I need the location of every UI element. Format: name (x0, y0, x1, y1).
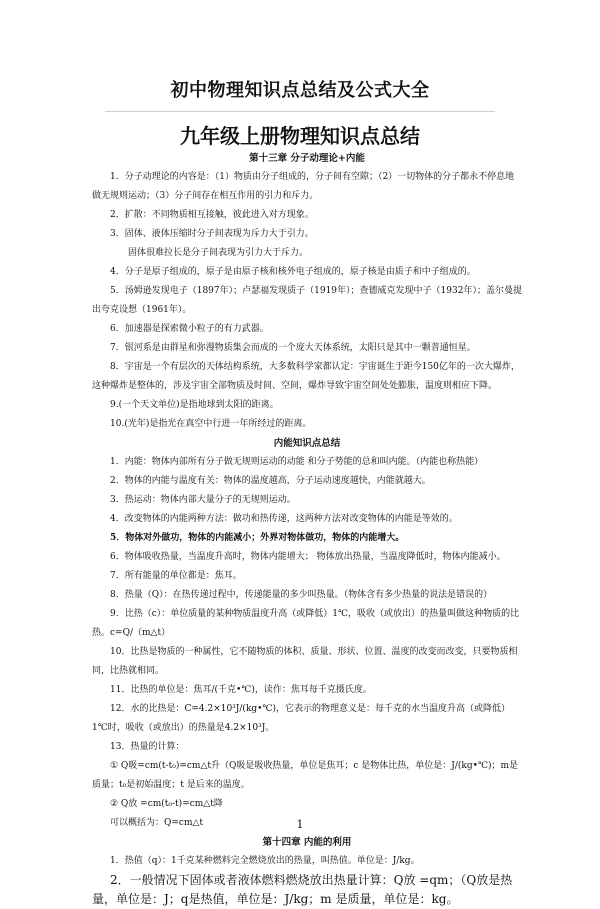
paragraph: 7．所有能量的单位都是：焦耳。 (110, 571, 242, 581)
paragraph: 3．热运动：物体内部大量分子的无规则运动。 (110, 495, 296, 505)
document-title: 初中物理知识点总结及公式大全 (170, 80, 430, 101)
paragraph: 8．热量（Q）：在热传递过程中，传递能量的多少叫热量。（物体含有多少热量的说法是错误的） (110, 590, 493, 600)
paragraph: 2．物体的内能与温度有关：物体的温度越高，分子运动速度越快，内能就越大。 (110, 476, 431, 486)
paragraph: 3．固体、液体压缩时分子间表现为斥力大于引力。 (110, 229, 314, 239)
page-number: 1 (296, 818, 304, 831)
paragraph: 11．比热的单位是：焦耳/(千克•℃)，读作：焦耳每千克摄氏度。 (110, 685, 372, 695)
paragraph: 固体很难拉长是分子间表现为引力大于斥力。 (128, 248, 309, 258)
paragraph: 6．加速器是探索微小粒子的有力武器。 (110, 324, 269, 334)
paragraph: 9.(一个天文单位)是指地球到太阳的距离。 (110, 400, 279, 410)
paragraph: 1．内能：物体内部所有分子做无规则运动的动能 和分子势能的总和叫内能。（内能也称热能） (110, 457, 484, 467)
paragraph: 4．分子是原子组成的，原子是由原子核和核外电子组成的，原子核是由质子和中子组成的。 (110, 267, 476, 277)
paragraph: 5．汤姆逊发现电子（1897年）；卢瑟福发现质子（1919年）；查德威克发现中子（1932年）；盖尔曼提出夸克设想（1961年）。 (92, 286, 522, 315)
paragraph: 6．物体吸收热量，当温度升高时，物体内能增大； 物体放出热量，当温度降低时，物体内能减小。 (110, 552, 506, 562)
paragraph: 10．比热是物质的一种属性，它不随物质的体积、质量、形状、位置、温度的改变而改变，只要物质相同，比热就相同。 (92, 647, 518, 676)
paragraph: 1．热值（q）：1千克某种燃料完全燃烧放出的热量，叫热值。单位是：J/kg。 (110, 856, 420, 866)
paragraph: 10.(光年)是指光在真空中行进一年所经过的距离。 (110, 419, 312, 429)
paragraph: 5．物体对外做功，物体的内能减小；外界对物体做功，物体的内能增大。 (110, 533, 405, 543)
chapter-heading-14: 第十四章 内能的利用 (262, 837, 352, 848)
paragraph: 7．银河系是由群星和弥漫物质集会而成的一个庞大天体系统，太阳只是其中一颗普通恒星。 (110, 343, 476, 353)
title-divider (105, 111, 495, 112)
paragraph: 8．宇宙是一个有层次的天体结构系统，大多数科学家都认定：宇宙诞生于距今150亿年的一次大爆炸，这种爆炸是整体的，涉及宇宙全部物质及时间、空间，爆炸导致宇宙空间处处膨胀，温度则相应下降。 (92, 362, 520, 391)
paragraph: 9．比热（c）：单位质量的某种物质温度升高（或降低）1℃，吸收（或放出）的热量叫做这种物质的比热。c=Q/（m△t） (92, 609, 520, 638)
document-body (92, 149, 522, 909)
paragraph: 12．水的比热是：C=4.2×10³J/(kg•℃)，它表示的物理意义是：每千克的水当温度升高（或降低）1℃时，吸收（或放出）的热量是4.2×10³J。 (92, 704, 511, 733)
paragraph: 13．热量的计算： (110, 742, 185, 752)
chapter-heading-13: 第十三章 分子动理论+内能 (249, 153, 365, 164)
formula: ① Q吸=cm(t-t₀)=cm△t升（Q吸是吸收热量，单位是焦耳；c 是物体比热，单位是：J/(kg•℃)；m是质量；t₀是初始温度；t 是后来的温度。 (92, 761, 519, 790)
paragraph: 4．改变物体的内能两种方法：做功和热传递，这两种方法对改变物体的内能是等效的。 (110, 514, 458, 524)
paragraph: 1．分子动理论的内容是：（1）物质由分子组成的，分子间有空隙；（2）一切物体的分子都永不停息地做无规则运动；（3）分子间存在相互作用的引力和斥力。 (92, 172, 515, 201)
formula: 可以概括为：Q=cm△t (110, 818, 204, 828)
section-title: 九年级上册物理知识点总结 (180, 124, 420, 148)
paragraph: 2．一般情况下固体或者液体燃料燃烧放出热量计算：Q放 =qm；（Q放是热量，单位是：J；q是热值，单位是：J/kg；m 是质量，单位是：kg。 (92, 873, 513, 906)
formula: ② Q放 =cm(t₀-t)=cm△t降 (110, 799, 223, 809)
section-heading-internal-energy: 内能知识点总结 (273, 438, 341, 449)
paragraph: 2．扩散：不同物质相互接触，彼此进入对方现象。 (110, 210, 314, 220)
